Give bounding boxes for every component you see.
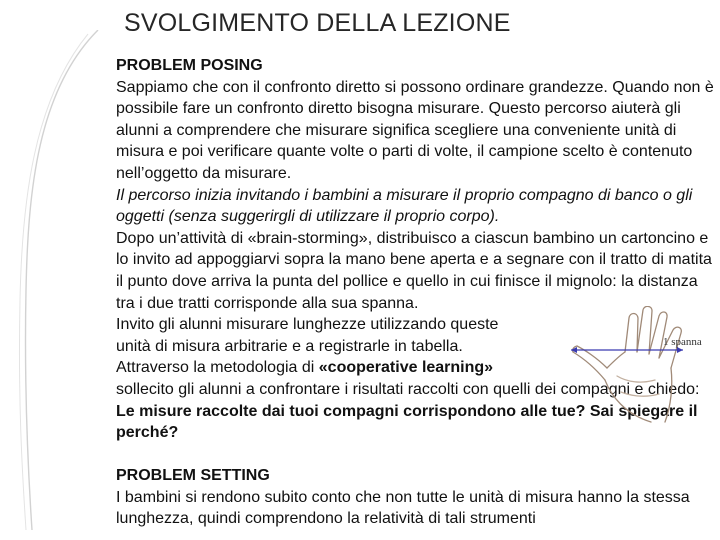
cooperative-learning-term: «cooperative learning» — [318, 359, 494, 377]
posing-paragraph-4-line-2: unità di misura arbitrarie e a registrarle in tabella. — [116, 337, 463, 355]
decorative-curve-icon — [18, 30, 102, 530]
setting-paragraph-1: I bambini si rendono subito conto che non tutte le unità di misura hanno la stessa lunghezza, quindi comprendono la relatività di tali strumenti — [116, 488, 690, 528]
posing-paragraph-5-text: sollecito gli alunni a confrontare i risultati raccolti con quelli dei compagni e chiedo: — [116, 380, 700, 398]
spacer — [116, 444, 716, 466]
hand-span-icon — [555, 306, 715, 424]
span-label: 1 spanna — [663, 336, 702, 348]
posing-paragraph-3: Dopo un’attività di «brain-storming», distribuisco a ciascun bambino un cartoncino e lo invito ad appoggiarvi sopra la mano bene aperta e a segnare con il tratto di matita il punto dove arriva la punta del pollice e quello in cui finisce il mignolo: la distanza tra i due tratti corrisponde alla sua spanna. — [116, 229, 712, 312]
posing-paragraph-1: Sappiamo che con il confronto diretto si possono ordinare grandezze. Quando non è possibile fare un confronto diretto bisogna misurare. Questo percorso aiuterà gli alunni a comprendere che misurare significa scegliere una conveniente unità di misura e poi verificare quante volte o parti di volte, il campione scelto è contenuto nell’oggetto da misurare. — [116, 78, 714, 182]
posing-paragraph-4-line-1: Invito gli alunni misurare lunghezze utilizzando queste — [116, 316, 499, 334]
problem-posing-heading: PROBLEM POSING — [116, 57, 263, 74]
problem-setting-heading: PROBLEM SETTING — [116, 467, 270, 485]
posing-paragraph-5-intro: Attraverso la metodologia di — [116, 359, 319, 377]
lesson-body — [116, 55, 716, 530]
posing-question: Le misure raccolte dai tuoi compagni corrispondono alle tue? Sai spiegare il perché? — [116, 402, 698, 442]
posing-paragraph-2: Il percorso inizia invitando i bambini a misurare il proprio compagno di banco o gli oggetti (senza suggerirgli di utilizzare il proprio corpo). — [116, 186, 693, 226]
page-title: SVOLGIMENTO DELLA LEZIONE — [124, 9, 511, 37]
